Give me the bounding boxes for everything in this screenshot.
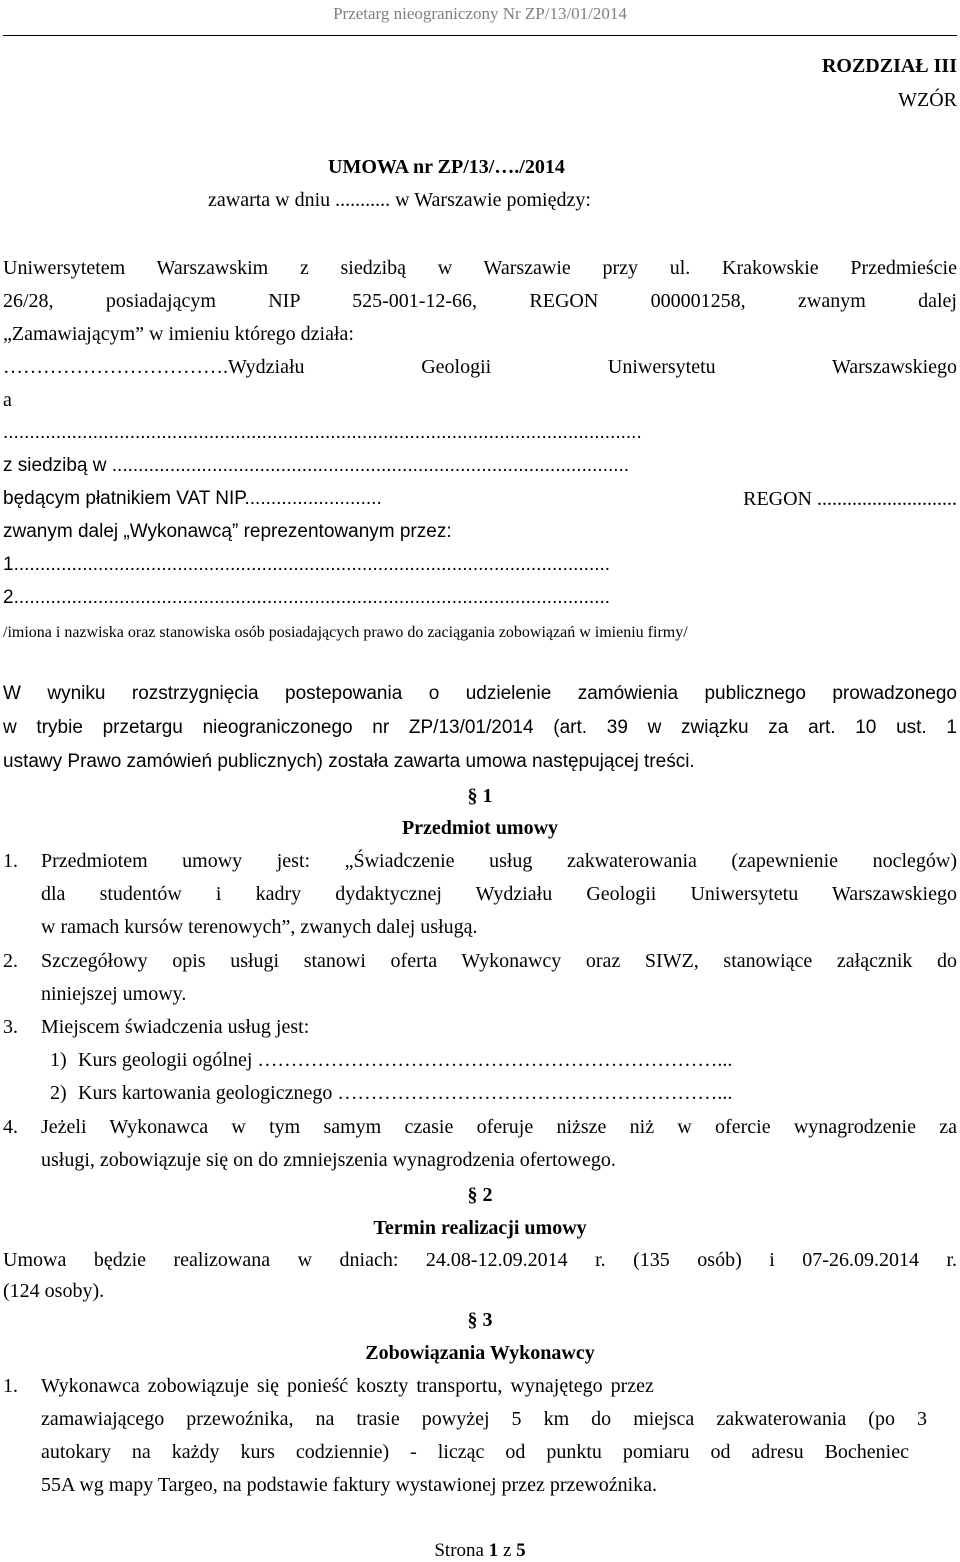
item-number: 3. bbox=[3, 1016, 18, 1038]
footer-total-pages: 5 bbox=[516, 1540, 526, 1561]
parties-line-11: 2................................................................................................................. bbox=[3, 587, 611, 608]
footer-middle: z bbox=[498, 1540, 517, 1561]
parties-line-8-left: będącym płatnikiem VAT NIP.......................... bbox=[3, 488, 382, 509]
footer-current-page: 1 bbox=[488, 1540, 499, 1561]
item-line: Wykonawca zobowiązuje się ponieść koszty transportu, wynajętego przez bbox=[41, 1375, 654, 1397]
item-line: usługi, zobowiązuje się on do zmniejszenia wynagrodzenia ofertowego. bbox=[41, 1149, 616, 1171]
item-number: 1. bbox=[3, 1375, 18, 1397]
contract-date-line: zawarta w dniu ........... w Warszawie pomiędzy: bbox=[208, 189, 591, 211]
subitem-number: 1) bbox=[50, 1049, 67, 1071]
parties-line-1: Uniwersytetem Warszawskim z siedzibą w Warszawie przy ul. Krakowskie Przedmieście bbox=[3, 257, 957, 279]
intro-line-3: ustawy Prawo zamówień publicznych) została zawarta umowa następującej treści. bbox=[3, 751, 695, 772]
section-1-item-1 bbox=[3, 849, 957, 949]
section-3-number: § 3 bbox=[467, 1309, 493, 1331]
contract-title: UMOWA nr ZP/13/…./2014 bbox=[328, 156, 565, 178]
item-line: Przedmiotem umowy jest: „Świadczenie usług zakwaterowania (zapewnienie noclegów) bbox=[41, 850, 957, 872]
intro-line-2: w trybie przetargu nieograniczonego nr ZP/13/01/2014 (art. 39 w związku za art. 10 ust. 1 bbox=[3, 717, 957, 738]
item-line: Jeżeli Wykonawca w tym samym czasie oferuje niższe niż w ofercie wynagrodzenie za bbox=[41, 1116, 957, 1138]
signatories-note: /imiona i nazwiska oraz stanowiska osób posiadających prawo do zaciągania zobowiązań w imieniu firmy/ bbox=[3, 624, 688, 641]
parties-line-7: z siedzibą w .................................................................................................. bbox=[3, 455, 630, 476]
subitem-text: Kurs kartowania geologicznego …………………………………………………... bbox=[78, 1082, 733, 1104]
section-1-item-3 bbox=[3, 1015, 957, 1115]
section-1-title: Przedmiot umowy bbox=[401, 817, 559, 839]
section-2-number: § 2 bbox=[467, 1184, 493, 1206]
item-line: Szczegółowy opis usługi stanowi oferta Wykonawcy oraz SIWZ, stanowiące załącznik do bbox=[41, 950, 957, 972]
section-3-item-1 bbox=[3, 1374, 957, 1506]
parties-line-3: „Zamawiającym” w imieniu którego działa: bbox=[3, 323, 354, 345]
item-line: Miejscem świadczenia usług jest: bbox=[41, 1016, 310, 1038]
item-number: 1. bbox=[3, 850, 18, 872]
parties-line-2: 26/28, posiadającym NIP 525-001-12-66, REGON 000001258, zwanym dalej bbox=[3, 290, 957, 312]
item-number: 4. bbox=[3, 1116, 18, 1138]
item-line: zamawiającego przewoźnika, na trasie powyżej 5 km do miejsca zakwaterowania (po 3 bbox=[41, 1408, 927, 1430]
parties-line-6: ......................................................................................................................... bbox=[3, 422, 642, 443]
footer-prefix: Strona bbox=[434, 1540, 489, 1561]
parties-line-8-right: REGON ............................ bbox=[743, 488, 957, 510]
parties-line-5: a bbox=[3, 389, 12, 411]
parties-line-10: 1................................................................................................................. bbox=[3, 554, 611, 575]
parties-line-4: …………………………….Wydziału Geologii Uniwersytetu Warszawskiego bbox=[3, 356, 957, 378]
chapter-subtitle: WZÓR bbox=[898, 89, 957, 111]
header-title: Przetarg nieograniczony Nr ZP/13/01/2014 bbox=[333, 4, 627, 23]
section-2-line-2: (124 osoby). bbox=[3, 1280, 105, 1302]
item-line: autokary na każdy kurs codziennie) - licząc od punktu pomiaru od adresu Bocheniec bbox=[41, 1441, 909, 1463]
section-1-item-2 bbox=[3, 949, 957, 1015]
item-line: dla studentów i kadry dydaktycznej Wydziału Geologii Uniwersytetu Warszawskiego bbox=[41, 883, 957, 905]
item-line: 55A wg mapy Targeo, na podstawie faktury wystawionej przez przewoźnika. bbox=[41, 1474, 658, 1496]
subitem-number: 2) bbox=[50, 1082, 67, 1104]
page-footer bbox=[0, 1540, 960, 1562]
page-header bbox=[0, 0, 960, 36]
section-1-number: § 1 bbox=[467, 785, 493, 807]
header-rule bbox=[3, 35, 957, 36]
item-line: niniejszej umowy. bbox=[41, 983, 187, 1005]
section-3-title: Zobowiązania Wykonawcy bbox=[365, 1342, 595, 1364]
section-2-line-1: Umowa będzie realizowana w dniach: 24.08-12.09.2014 r. (135 osób) i 07-26.09.2014 r. bbox=[3, 1249, 957, 1271]
item-number: 2. bbox=[3, 950, 18, 972]
section-1-item-4 bbox=[3, 1115, 957, 1181]
item-line: w ramach kursów terenowych”, zwanych dalej usługą. bbox=[41, 916, 478, 938]
section-2-title: Termin realizacji umowy bbox=[373, 1217, 587, 1239]
intro-line-1: W wyniku rozstrzygnięcia postepowania o udzielenie zamówienia publicznego prowadzonego bbox=[3, 683, 957, 704]
parties-line-9: zwanym dalej „Wykonawcą” reprezentowanym przez: bbox=[3, 521, 452, 542]
subitem-text: Kurs geologii ogólnej ……………………………………………………………... bbox=[78, 1049, 733, 1071]
chapter-title: ROZDZIAŁ III bbox=[821, 55, 957, 77]
